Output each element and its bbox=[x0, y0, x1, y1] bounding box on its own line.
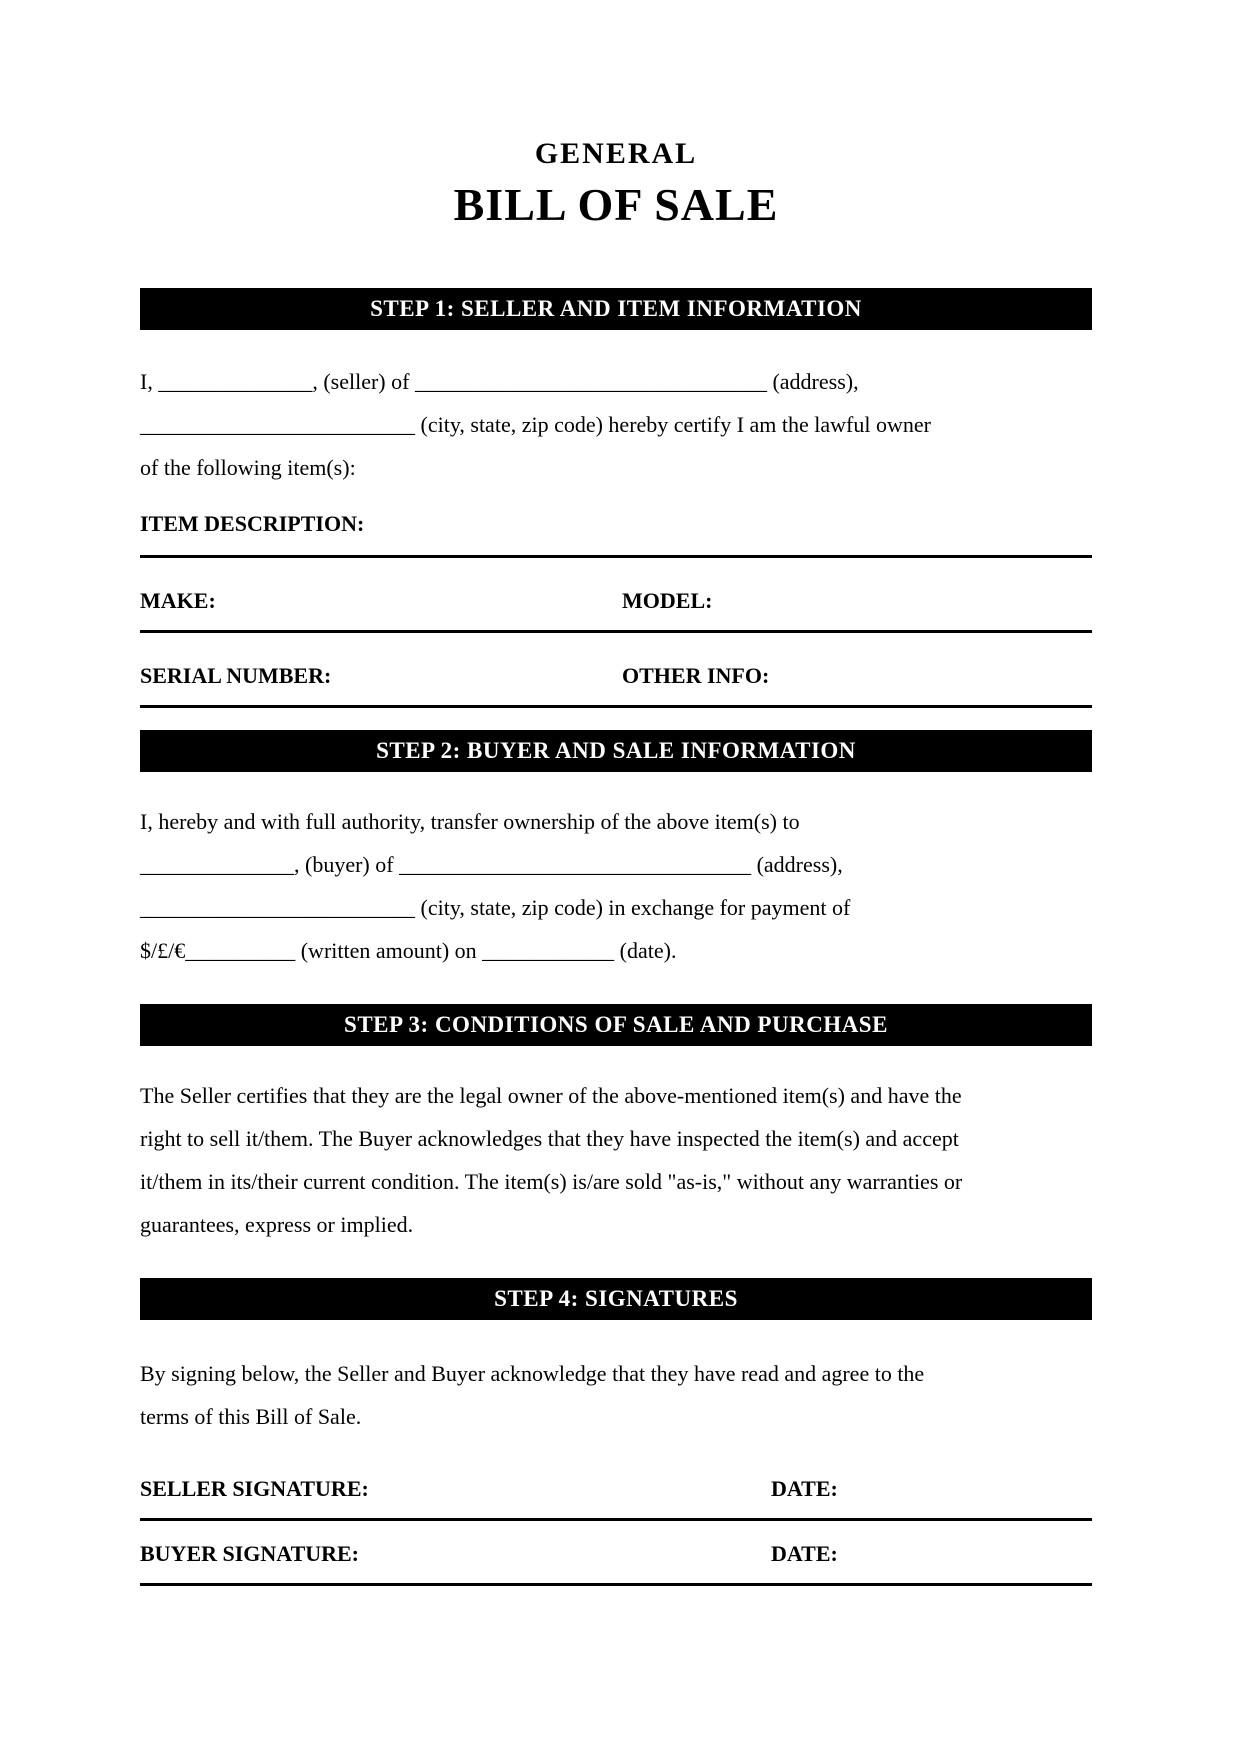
document-subtitle: GENERAL bbox=[534, 137, 698, 170]
step3-paragraph bbox=[140, 1074, 1092, 1246]
step1-banner-label: STEP 1: SELLER AND ITEM INFORMATION bbox=[370, 296, 862, 321]
seller-signature-label: SELLER SIGNATURE: bbox=[140, 1476, 369, 1501]
seller-signature-row bbox=[140, 1474, 1092, 1504]
serial-number-label: SERIAL NUMBER: bbox=[140, 663, 332, 688]
step4-banner-label: STEP 4: SIGNATURES bbox=[494, 1286, 738, 1311]
serial-other-row bbox=[140, 661, 1092, 691]
step3-line-2: right to sell it/them. The Buyer acknowledges that they have inspected the item(s) and accept bbox=[140, 1126, 959, 1151]
step2-banner bbox=[140, 730, 1092, 772]
step4-line-2: terms of this Bill of Sale. bbox=[140, 1404, 362, 1429]
make-model-row bbox=[140, 586, 1092, 616]
step2-paragraph bbox=[140, 800, 1092, 972]
step3-banner-label: STEP 3: CONDITIONS OF SALE AND PURCHASE bbox=[344, 1012, 888, 1037]
step2-line-2: ______________, (buyer) of ________________________________ (address), bbox=[140, 852, 843, 877]
step3-banner bbox=[140, 1004, 1092, 1046]
other-info-label: OTHER INFO: bbox=[622, 663, 770, 688]
step3-line-1: The Seller certifies that they are the legal owner of the above-mentioned item(s) and have the bbox=[140, 1083, 962, 1108]
step1-intro-paragraph bbox=[140, 360, 1092, 489]
step4-paragraph bbox=[140, 1352, 1092, 1438]
model-label: MODEL: bbox=[622, 588, 713, 613]
seller-date-label: DATE: bbox=[771, 1476, 838, 1501]
step1-intro-line-3: of the following item(s): bbox=[140, 455, 356, 480]
seller-signature-fill-line[interactable] bbox=[140, 1518, 1092, 1521]
item-description-fill-line[interactable] bbox=[140, 555, 1092, 558]
item-description-row bbox=[140, 509, 1092, 539]
make-label: MAKE: bbox=[140, 588, 216, 613]
buyer-signature-label: BUYER SIGNATURE: bbox=[140, 1541, 360, 1566]
serial-other-fill-line[interactable] bbox=[140, 705, 1092, 708]
step2-line-3: _________________________ (city, state, zip code) in exchange for payment of bbox=[140, 895, 851, 920]
step2-banner-label: STEP 2: BUYER AND SALE INFORMATION bbox=[376, 738, 856, 763]
make-model-fill-line[interactable] bbox=[140, 630, 1092, 633]
buyer-signature-row bbox=[140, 1539, 1092, 1569]
step4-banner bbox=[140, 1278, 1092, 1320]
page-title: BILL OF SALE bbox=[453, 179, 779, 230]
step1-intro-line-1: I, ______________, (seller) of ________________________________ (address), bbox=[140, 369, 859, 394]
step1-banner bbox=[140, 288, 1092, 330]
step3-line-4: guarantees, express or implied. bbox=[140, 1212, 414, 1237]
step4-line-1: By signing below, the Seller and Buyer acknowledge that they have read and agree to the bbox=[140, 1361, 925, 1386]
item-description-label: ITEM DESCRIPTION: bbox=[140, 511, 365, 536]
step2-line-4: $/£/€__________ (written amount) on ____________ (date). bbox=[140, 938, 677, 963]
buyer-date-label: DATE: bbox=[771, 1541, 838, 1566]
step2-line-1: I, hereby and with full authority, transfer ownership of the above item(s) to bbox=[140, 809, 800, 834]
step1-intro-line-2: _________________________ (city, state, zip code) hereby certify I am the lawful owner bbox=[140, 412, 931, 437]
step3-line-3: it/them in its/their current condition. The item(s) is/are sold "as-is," without any warranties or bbox=[140, 1169, 963, 1194]
buyer-signature-fill-line[interactable] bbox=[140, 1583, 1092, 1586]
